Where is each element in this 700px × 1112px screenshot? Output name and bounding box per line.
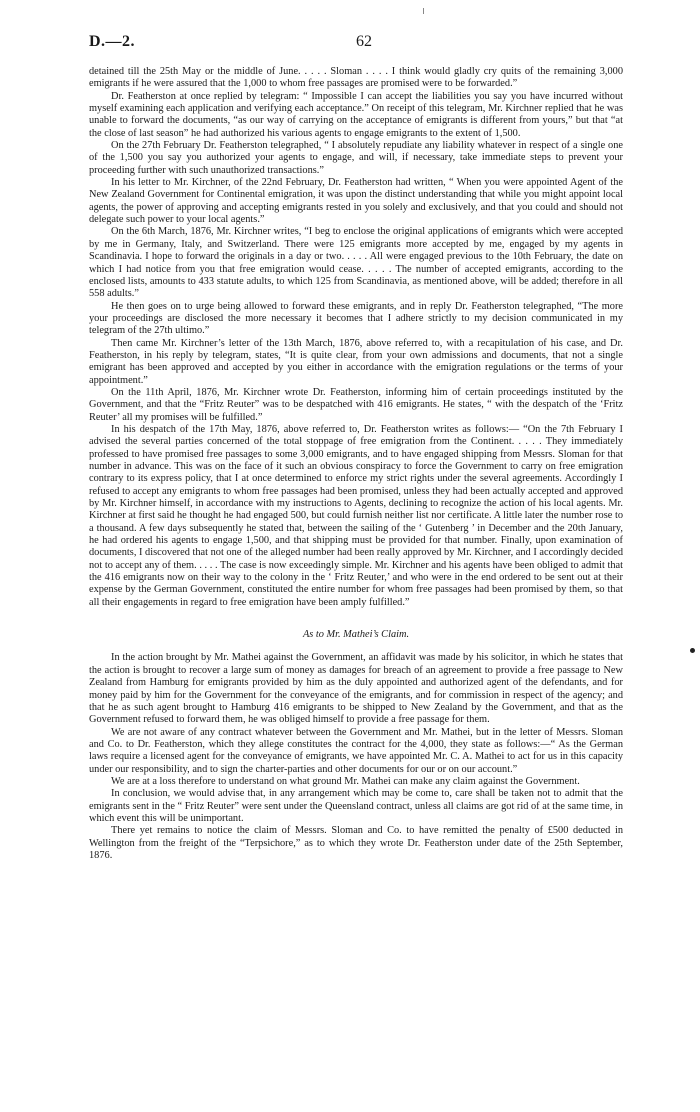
paragraph: On the 6th March, 1876, Mr. Kirchner writes, “I beg to enclose the original applications of emigrants which were accepted by me in Germany, Italy, and Switzerland. There were 125 emigrants more accepted by me, engaged by my agents in Scandinavia. I hope to forward the originals in a day or two. . . . . All were engaged previous to the 10th February, the date on which I had notice from you that free emigration would cease. . . . . The number of accepted emigrants, according to the enclosed lists, amounts to 433 statute adults, to which 125 from Scandinavia, as mentioned above, will be added; therefore in all 558 adults.” <box>89 226 623 300</box>
paragraph: He then goes on to urge being allowed to forward these emigrants, and in reply Dr. Featherston telegraphed, “The more your proceedings are disclosed the more necessary it becomes that I adhere strictly to my decision communicated in my telegram of the 27th ultimo.” <box>89 300 623 337</box>
paragraph: On the 11th April, 1876, Mr. Kirchner wrote Dr. Featherston, informing him of certain proceedings instituted by the Government, and that the “Fritz Reuter” was to be despatched with 416 emigrants. He states, “ with the despatch of the ‘Fritz Reuter’ all my promises will be fulfilled.” <box>89 386 623 423</box>
paragraph: We are at a loss therefore to understand on what ground Mr. Mathei can make any claim against the Government. <box>111 775 580 787</box>
scan-mark <box>423 8 424 14</box>
paragraph: There yet remains to notice the claim of Messrs. Sloman and Co. to have remitted the penalty of £500 deducted in Wellington from the freight of the “Terpsichore,” as to which they wrote Dr. Featherston under date of the 25th September, 1876. <box>89 825 623 861</box>
paragraph: In the action brought by Mr. Mathei against the Government, an affidavit was made by his solicitor, in which he states that the action is brought to recover a large sum of money as damages for breach of an agreement to provide a free passage to New Zealand from Hamburg for emigrants provided by him as the duly appointed and authorized agent of the defendants, and for money paid by him for the Government for the conveyance of the emigrants, and for commission in respect of the agency; and that he as such agent brought to Hamburg 416 emigrants to be shipped to New Zealand by the Government, and that as the Government refused to forward them, he was obliged himself to provide a free passage for them. <box>89 652 623 726</box>
document-body <box>89 66 623 862</box>
page-number: 62 <box>356 33 372 50</box>
paragraph: In his letter to Mr. Kirchner, of the 22nd February, Dr. Featherston had written, “ When you were appointed Agent of the New Zealand Government for Continental emigration, it was upon the distinct understanding that while you might appoint local agents, the power of approving and accepting emigrants rested in you solely and exclusively, and that you could and should not delegate such power to your local agents.” <box>89 177 623 226</box>
paragraph: detained till the 25th May or the middle of June. . . . . Sloman . . . . I think would gladly cry quits of the remaining 3,000 emigrants if he were assured that the 1,000 to whom free passages are promised were to be forwarded.” <box>89 66 623 90</box>
paragraph: On the 27th February Dr. Featherston telegraphed, “ I absolutely repudiate any liability whatever in respect of a single one of the 1,500 you say you authorized your agents to engage, and will, if necessary, take immediate steps to prevent your proceeding further with such unauthorized transactions.” <box>89 140 623 176</box>
margin-dot <box>690 648 695 653</box>
section-heading: As to Mr. Mathei’s Claim. <box>302 629 410 641</box>
document-reference: D.—2. <box>89 33 136 50</box>
paragraph: In his despatch of the 17th May, 1876, above referred to, Dr. Featherston writes as follows:— “On the 7th February I advised the several parties concerned of the total stoppage of free emigration from the Continent. . . . . They immediately professed to have promised free passages to some 3,000 emigrants, and to have engaged shipping from Messrs. Sloman for that number in advance. This was on the face of it such an obvious conspiracy to force the Government to carry on free emigration contrary to its express policy, that I at once determined to enforce my strict rights under the several agreements. Accordingly I refused to accept any emigrants to whom free passages had been promised, unless they had been actually accepted and approved by Mr. Kirchner himself, in accordance with my instructions to Agents, declining to recognize the action of his local agents. Mr. Kirchner at first said he thought he had engaged 500, but could furnish neither list nor certificate. A little later the number rose to a thousand. A few days subsequently he stated that, between the sailing of the ‘ Gutenberg ’ in December and the 20th January, he had ordered his agents to engage 1,500, and that shipping must be provided for that number. Finally, upon examination of documents, I discovered that not one of the alleged number had been really approved by Mr. Kirchner, and I accordingly decided not to accept any of them. . . . . The case is now exceedingly simple. Mr. Kirchner and his agents have been obliged to admit that the 416 emigrants now on their way to the colony in the ‘ Fritz Reuter,’ and who were in the end ordered to be sent out at their expense by the German Government, constituted the entire number for whom free passages had been promised by them, so that all their engagements in regard to free emigration have been amply fulfilled.” <box>89 423 623 608</box>
paragraph: In conclusion, we would advise that, in any arrangement which may be come to, care shall be taken not to admit that the emigrants sent in the “ Fritz Reuter” were sent under the Queensland contract, unless all claims are got rid of at the same time, in which event this will be unimportant. <box>89 788 623 824</box>
paragraph: Dr. Featherston at once replied by telegram: “ Impossible I can accept the liabilities you say you have incurred without myself examining each application and verifying each acceptance.” On receipt of this telegram, Mr. Kirchner replied that he was unable to forward the documents, “as our way of carrying on the acceptance of emigrants is different from yours,” but that “at the close of last season” he had authorized his various agents to engage emigrants to the extent of 1,500. <box>89 90 623 139</box>
paragraph: Then came Mr. Kirchner’s letter of the 13th March, 1876, above referred to, with a recapitulation of his case, and Dr. Featherston, in his reply by telegram, states, “It is quite clear, from your own admissions and documents, that not a single emigrant has been approved and accepted by you either in accordance with the emigration regulations or the terms of your appointment.” <box>89 337 623 386</box>
paragraph: We are not aware of any contract whatever between the Government and Mr. Mathei, but in the letter of Messrs. Sloman and Co. to Dr. Featherston, which they allege constitutes the contract for the 4,000, they state as follows:—“ As the German laws require a licensed agent for the conveyance of emigrants, we have appointed Mr. C. A. Mathei to act for us in this capacity under our responsibility, and to sign the charter-parties and other documents for our or on our account.” <box>89 726 623 775</box>
